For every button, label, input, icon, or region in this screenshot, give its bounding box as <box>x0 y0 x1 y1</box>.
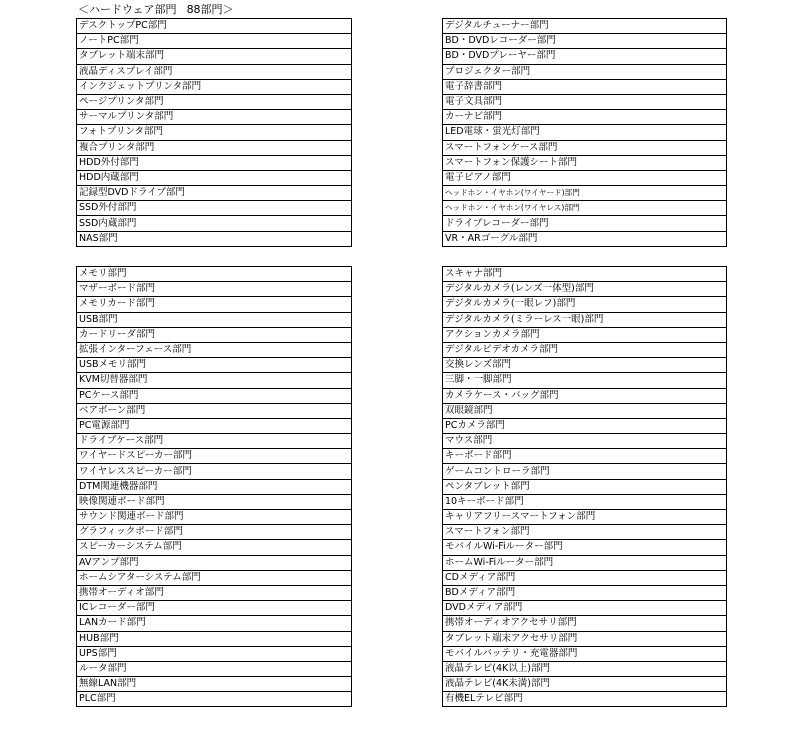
category-cell: HDD外付部門 <box>77 155 352 170</box>
category-cell: 10キーボード部門 <box>443 494 727 509</box>
category-cell: 無線LAN部門 <box>77 677 352 692</box>
table-row <box>443 267 727 282</box>
category-cell: スマートフォンケース部門 <box>443 140 727 155</box>
category-cell: 携帯オーディオアクセサリ部門 <box>443 616 727 631</box>
table-row <box>77 327 352 342</box>
page-title <box>78 3 234 17</box>
table-row <box>443 661 727 676</box>
table-row <box>443 49 727 64</box>
category-cell: ワイヤードスピーカー部門 <box>77 449 352 464</box>
category-cell: 複合プリンタ部門 <box>77 140 352 155</box>
category-cell: カメラケース・バッグ部門 <box>443 388 727 403</box>
table-row <box>443 216 727 231</box>
table-row <box>77 282 352 297</box>
category-cell: ヘッドホン・イヤホン(ワイヤレス)部門 <box>443 201 727 216</box>
category-table-bottom-right <box>442 266 727 707</box>
table-row <box>443 585 727 600</box>
category-cell: デジタルチューナー部門 <box>443 19 727 34</box>
table-row <box>77 373 352 388</box>
table-row <box>77 510 352 525</box>
table-row <box>443 358 727 373</box>
category-cell: メモリ部門 <box>77 267 352 282</box>
title-text: ＜ハードウェア部門 <box>78 3 177 16</box>
table-row <box>77 342 352 357</box>
table-row <box>443 155 727 170</box>
table-row <box>443 19 727 34</box>
table-row <box>443 79 727 94</box>
category-cell: ICレコーダー部門 <box>77 601 352 616</box>
table-row <box>443 494 727 509</box>
category-cell: デジタルカメラ(一眼レフ)部門 <box>443 297 727 312</box>
category-cell: アクションカメラ部門 <box>443 327 727 342</box>
category-cell: HUB部門 <box>77 631 352 646</box>
category-cell: デスクトップPC部門 <box>77 19 352 34</box>
table-row <box>443 434 727 449</box>
table-row <box>77 110 352 125</box>
table-row <box>77 494 352 509</box>
table-row <box>77 201 352 216</box>
table-row <box>443 282 727 297</box>
category-cell: PC電源部門 <box>77 418 352 433</box>
category-cell: タブレット端末部門 <box>77 49 352 64</box>
category-cell: 拡張インターフェース部門 <box>77 342 352 357</box>
category-cell: マザーボード部門 <box>77 282 352 297</box>
category-cell: ベアボーン部門 <box>77 403 352 418</box>
category-cell: スキャナ部門 <box>443 267 727 282</box>
category-cell: SSD内蔵部門 <box>77 216 352 231</box>
table-row <box>443 479 727 494</box>
category-cell: カードリーダ部門 <box>77 327 352 342</box>
table-row <box>77 216 352 231</box>
table-row <box>77 231 352 246</box>
table-row <box>77 616 352 631</box>
table-row <box>443 646 727 661</box>
table-row <box>443 231 727 246</box>
category-cell: 三脚・一脚部門 <box>443 373 727 388</box>
category-cell: PCケース部門 <box>77 388 352 403</box>
table-row <box>443 140 727 155</box>
table-row <box>77 631 352 646</box>
table-row <box>77 312 352 327</box>
table-row <box>77 19 352 34</box>
category-cell: ノートPC部門 <box>77 34 352 49</box>
category-table-bottom-left <box>76 266 352 707</box>
table-row <box>77 49 352 64</box>
table-row <box>443 540 727 555</box>
category-cell: PLC部門 <box>77 692 352 707</box>
table-row <box>443 327 727 342</box>
table-row <box>77 585 352 600</box>
table-row <box>443 570 727 585</box>
category-cell: フォトプリンタ部門 <box>77 125 352 140</box>
table-row <box>443 297 727 312</box>
category-cell: デジタルビデオカメラ部門 <box>443 342 727 357</box>
table-row <box>443 342 727 357</box>
category-cell: DTM関連機器部門 <box>77 479 352 494</box>
table-row <box>443 110 727 125</box>
table-row <box>77 94 352 109</box>
table-row <box>77 170 352 185</box>
category-table-top-left <box>76 18 352 247</box>
category-cell: サーマルプリンタ部門 <box>77 110 352 125</box>
table-row <box>77 646 352 661</box>
category-cell: デジタルカメラ(レンズ一体型)部門 <box>443 282 727 297</box>
table-row <box>443 677 727 692</box>
category-cell: 液晶ディスプレイ部門 <box>77 64 352 79</box>
table-row <box>443 186 727 201</box>
table-row <box>77 358 352 373</box>
table-row <box>77 64 352 79</box>
category-cell: KVM切替器部門 <box>77 373 352 388</box>
category-cell: ホームWi-Fiルーター部門 <box>443 555 727 570</box>
table-row <box>77 418 352 433</box>
category-cell: 映像関連ボード部門 <box>77 494 352 509</box>
table-row <box>77 692 352 707</box>
category-cell: ワイヤレススピーカー部門 <box>77 464 352 479</box>
category-cell: 携帯オーディオ部門 <box>77 585 352 600</box>
category-cell: キャリアフリースマートフォン部門 <box>443 510 727 525</box>
table-row <box>443 616 727 631</box>
category-cell: USB部門 <box>77 312 352 327</box>
category-cell: UPS部門 <box>77 646 352 661</box>
table-row <box>443 418 727 433</box>
table-row <box>443 201 727 216</box>
category-cell: ドライブレコーダー部門 <box>443 216 727 231</box>
category-cell: LED電球・蛍光灯部門 <box>443 125 727 140</box>
category-cell: サウンド関連ボード部門 <box>77 510 352 525</box>
table-row <box>443 631 727 646</box>
table-row <box>77 267 352 282</box>
category-cell: 電子文具部門 <box>443 94 727 109</box>
table-row <box>77 140 352 155</box>
table-row <box>77 525 352 540</box>
category-cell: インクジェットプリンタ部門 <box>77 79 352 94</box>
category-cell: ホームシアターシステム部門 <box>77 570 352 585</box>
category-cell: CDメディア部門 <box>443 570 727 585</box>
category-table-top-right <box>442 18 727 247</box>
table-row <box>77 555 352 570</box>
category-cell: VR・ARゴーグル部門 <box>443 231 727 246</box>
category-cell: 液晶テレビ(4K未満)部門 <box>443 677 727 692</box>
category-count: 88部門＞ <box>186 3 234 16</box>
table-row <box>443 601 727 616</box>
category-cell: 双眼鏡部門 <box>443 403 727 418</box>
category-cell: マウス部門 <box>443 434 727 449</box>
category-cell: BD・DVDレコーダー部門 <box>443 34 727 49</box>
table-row <box>77 479 352 494</box>
table-row <box>77 601 352 616</box>
table-row <box>443 403 727 418</box>
table-row <box>443 34 727 49</box>
table-row <box>443 125 727 140</box>
table-row <box>77 661 352 676</box>
table-row <box>77 186 352 201</box>
table-row <box>443 170 727 185</box>
category-cell: 電子ピアノ部門 <box>443 170 727 185</box>
table-row <box>443 510 727 525</box>
category-cell: モバイルバッテリ・充電器部門 <box>443 646 727 661</box>
table-row <box>443 312 727 327</box>
category-cell: ヘッドホン・イヤホン(ワイヤード)部門 <box>443 186 727 201</box>
table-row <box>443 464 727 479</box>
table-row <box>77 388 352 403</box>
table-row <box>77 125 352 140</box>
category-cell: USBメモリ部門 <box>77 358 352 373</box>
category-cell: BDメディア部門 <box>443 585 727 600</box>
category-cell: LANカード部門 <box>77 616 352 631</box>
category-cell: ドライブケース部門 <box>77 434 352 449</box>
category-cell: 記録型DVDドライブ部門 <box>77 186 352 201</box>
table-row <box>443 64 727 79</box>
table-row <box>443 692 727 707</box>
category-cell: カーナビ部門 <box>443 110 727 125</box>
category-cell: ページプリンタ部門 <box>77 94 352 109</box>
category-cell: SSD外付部門 <box>77 201 352 216</box>
table-row <box>443 525 727 540</box>
category-cell: 交換レンズ部門 <box>443 358 727 373</box>
table-row <box>77 403 352 418</box>
category-cell: 液晶テレビ(4K以上)部門 <box>443 661 727 676</box>
table-row <box>443 555 727 570</box>
table-row <box>77 34 352 49</box>
table-row <box>77 434 352 449</box>
category-cell: PCカメラ部門 <box>443 418 727 433</box>
category-cell: モバイルWi-Fiルーター部門 <box>443 540 727 555</box>
category-cell: デジタルカメラ(ミラーレス一眼)部門 <box>443 312 727 327</box>
table-row <box>77 570 352 585</box>
category-cell: 有機ELテレビ部門 <box>443 692 727 707</box>
category-cell: キーボード部門 <box>443 449 727 464</box>
category-cell: メモリカード部門 <box>77 297 352 312</box>
table-row <box>77 155 352 170</box>
table-row <box>77 79 352 94</box>
category-cell: プロジェクター部門 <box>443 64 727 79</box>
table-row <box>77 677 352 692</box>
category-cell: BD・DVDプレーヤー部門 <box>443 49 727 64</box>
category-cell: 電子辞書部門 <box>443 79 727 94</box>
table-row <box>77 449 352 464</box>
table-row <box>77 540 352 555</box>
category-cell: AVアンプ部門 <box>77 555 352 570</box>
category-cell: DVDメディア部門 <box>443 601 727 616</box>
table-row <box>443 449 727 464</box>
category-cell: グラフィックボード部門 <box>77 525 352 540</box>
category-cell: NAS部門 <box>77 231 352 246</box>
category-cell: HDD内蔵部門 <box>77 170 352 185</box>
table-row <box>77 297 352 312</box>
category-cell: ペンタブレット部門 <box>443 479 727 494</box>
category-cell: スマートフォン保護シート部門 <box>443 155 727 170</box>
table-row <box>443 373 727 388</box>
table-row <box>77 464 352 479</box>
category-cell: ルータ部門 <box>77 661 352 676</box>
category-cell: スピーカーシステム部門 <box>77 540 352 555</box>
table-row <box>443 388 727 403</box>
category-cell: スマートフォン部門 <box>443 525 727 540</box>
table-row <box>443 94 727 109</box>
category-cell: ゲームコントローラ部門 <box>443 464 727 479</box>
category-cell: タブレット端末アクセサリ部門 <box>443 631 727 646</box>
